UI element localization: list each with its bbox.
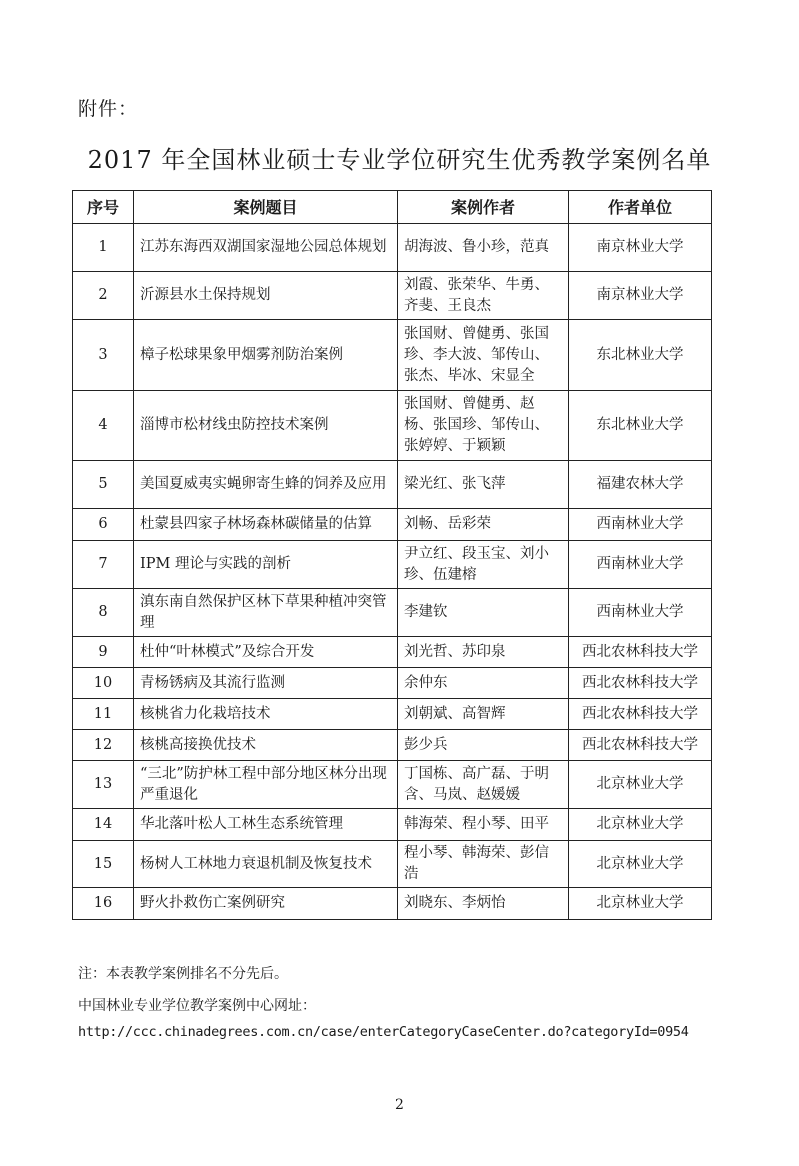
case-authors: 张国财、曾健勇、赵杨、张国珍、邹传山、张婷婷、于颖颖 bbox=[398, 391, 569, 461]
table-row bbox=[73, 841, 712, 888]
row-number: 15 bbox=[73, 841, 134, 888]
table-row bbox=[73, 761, 712, 809]
author-unit: 东北林业大学 bbox=[569, 391, 712, 461]
author-unit: 西南林业大学 bbox=[569, 541, 712, 589]
author-unit: 福建农林大学 bbox=[569, 461, 712, 509]
row-number: 3 bbox=[73, 320, 134, 391]
case-list-table bbox=[72, 190, 712, 920]
case-topic: 滇东南自然保护区林下草果种植冲突管理 bbox=[134, 589, 398, 637]
case-topic: 美国夏威夷实蝇卵寄生蜂的饲养及应用 bbox=[134, 461, 398, 509]
table-row bbox=[73, 589, 712, 637]
row-number: 9 bbox=[73, 637, 134, 668]
row-number: 2 bbox=[73, 272, 134, 320]
case-authors: 张国财、曾健勇、张国珍、李大波、邹传山、张杰、毕冰、宋显全 bbox=[398, 320, 569, 391]
table-row bbox=[73, 888, 712, 920]
case-topic: 杜蒙县四家子林场森林碳储量的估算 bbox=[134, 509, 398, 541]
row-number: 12 bbox=[73, 730, 134, 761]
case-topic: 江苏东海西双湖国家湿地公园总体规划 bbox=[134, 224, 398, 272]
author-unit: 北京林业大学 bbox=[569, 841, 712, 888]
author-unit: 南京林业大学 bbox=[569, 224, 712, 272]
case-topic: 杜仲“叶林模式”及综合开发 bbox=[134, 637, 398, 668]
table-row bbox=[73, 509, 712, 541]
case-authors: 丁国栋、高广磊、于明含、马岚、赵媛媛 bbox=[398, 761, 569, 809]
row-number: 10 bbox=[73, 668, 134, 699]
table-note: 注：本表教学案例排名不分先后。 bbox=[78, 966, 288, 982]
row-number: 4 bbox=[73, 391, 134, 461]
case-authors: 彭少兵 bbox=[398, 730, 569, 761]
case-authors: 刘畅、岳彩荣 bbox=[398, 509, 569, 541]
case-topic: 沂源县水土保持规划 bbox=[134, 272, 398, 320]
case-authors: 余仲东 bbox=[398, 668, 569, 699]
row-number: 6 bbox=[73, 509, 134, 541]
column-header-number: 序号 bbox=[73, 191, 134, 224]
document-title: 2017 年全国林业硕士专业学位研究生优秀教学案例名单 bbox=[87, 146, 712, 174]
row-number: 14 bbox=[73, 809, 134, 841]
case-authors: 韩海荣、程小琴、田平 bbox=[398, 809, 569, 841]
case-topic: 野火扑救伤亡案例研究 bbox=[134, 888, 398, 920]
author-unit: 北京林业大学 bbox=[569, 761, 712, 809]
row-number: 8 bbox=[73, 589, 134, 637]
case-topic: 青杨锈病及其流行监测 bbox=[134, 668, 398, 699]
author-unit: 东北林业大学 bbox=[569, 320, 712, 391]
row-number: 11 bbox=[73, 699, 134, 730]
table-body bbox=[73, 224, 712, 920]
row-number: 1 bbox=[73, 224, 134, 272]
table-row bbox=[73, 461, 712, 509]
author-unit: 西北农林科技大学 bbox=[569, 699, 712, 730]
author-unit: 西南林业大学 bbox=[569, 589, 712, 637]
row-number: 16 bbox=[73, 888, 134, 920]
case-authors: 尹立红、段玉宝、刘小珍、伍建榕 bbox=[398, 541, 569, 589]
case-topic: 淄博市松材线虫防控技术案例 bbox=[134, 391, 398, 461]
case-topic: “三北”防护林工程中部分地区林分出现严重退化 bbox=[134, 761, 398, 809]
case-authors: 刘光哲、苏印泉 bbox=[398, 637, 569, 668]
case-authors: 梁光红、张飞萍 bbox=[398, 461, 569, 509]
case-authors: 胡海波、鲁小珍，范真 bbox=[398, 224, 569, 272]
table-row bbox=[73, 699, 712, 730]
author-unit: 西北农林科技大学 bbox=[569, 637, 712, 668]
case-topic: IPM 理论与实践的剖析 bbox=[134, 541, 398, 589]
author-unit: 西南林业大学 bbox=[569, 509, 712, 541]
case-topic: 核桃高接换优技术 bbox=[134, 730, 398, 761]
case-authors: 程小琴、韩海荣、彭信浩 bbox=[398, 841, 569, 888]
table-row bbox=[73, 391, 712, 461]
table-row bbox=[73, 730, 712, 761]
author-unit: 南京林业大学 bbox=[569, 272, 712, 320]
case-topic: 核桃省力化栽培技术 bbox=[134, 699, 398, 730]
table-row bbox=[73, 320, 712, 391]
table-row bbox=[73, 272, 712, 320]
author-unit: 西北农林科技大学 bbox=[569, 668, 712, 699]
table-row bbox=[73, 541, 712, 589]
case-authors: 刘晓东、李炳怡 bbox=[398, 888, 569, 920]
row-number: 5 bbox=[73, 461, 134, 509]
case-authors: 刘朝斌、高智辉 bbox=[398, 699, 569, 730]
author-unit: 北京林业大学 bbox=[569, 888, 712, 920]
author-unit: 北京林业大学 bbox=[569, 809, 712, 841]
table-header-row bbox=[73, 191, 712, 224]
case-authors: 刘霞、张荣华、牛勇、齐斐、王良杰 bbox=[398, 272, 569, 320]
table-row bbox=[73, 668, 712, 699]
column-header-topic: 案例题目 bbox=[134, 191, 398, 224]
column-header-unit: 作者单位 bbox=[569, 191, 712, 224]
row-number: 13 bbox=[73, 761, 134, 809]
case-authors: 李建钦 bbox=[398, 589, 569, 637]
attachment-label: 附件： bbox=[78, 98, 139, 120]
case-center-url: http://ccc.chinadegrees.com.cn/case/enterCategoryCaseCenter.do?categoryId=0954 bbox=[78, 1024, 689, 1040]
row-number: 7 bbox=[73, 541, 134, 589]
case-topic: 华北落叶松人工林生态系统管理 bbox=[134, 809, 398, 841]
case-center-label: 中国林业专业学位教学案例中心网址： bbox=[78, 998, 316, 1014]
table-row bbox=[73, 637, 712, 668]
case-topic: 杨树人工林地力衰退机制及恢复技术 bbox=[134, 841, 398, 888]
table-row bbox=[73, 224, 712, 272]
table-row bbox=[73, 809, 712, 841]
page-number: 2 bbox=[395, 1097, 404, 1113]
case-topic: 樟子松球果象甲烟雾剂防治案例 bbox=[134, 320, 398, 391]
column-header-authors: 案例作者 bbox=[398, 191, 569, 224]
author-unit: 西北农林科技大学 bbox=[569, 730, 712, 761]
